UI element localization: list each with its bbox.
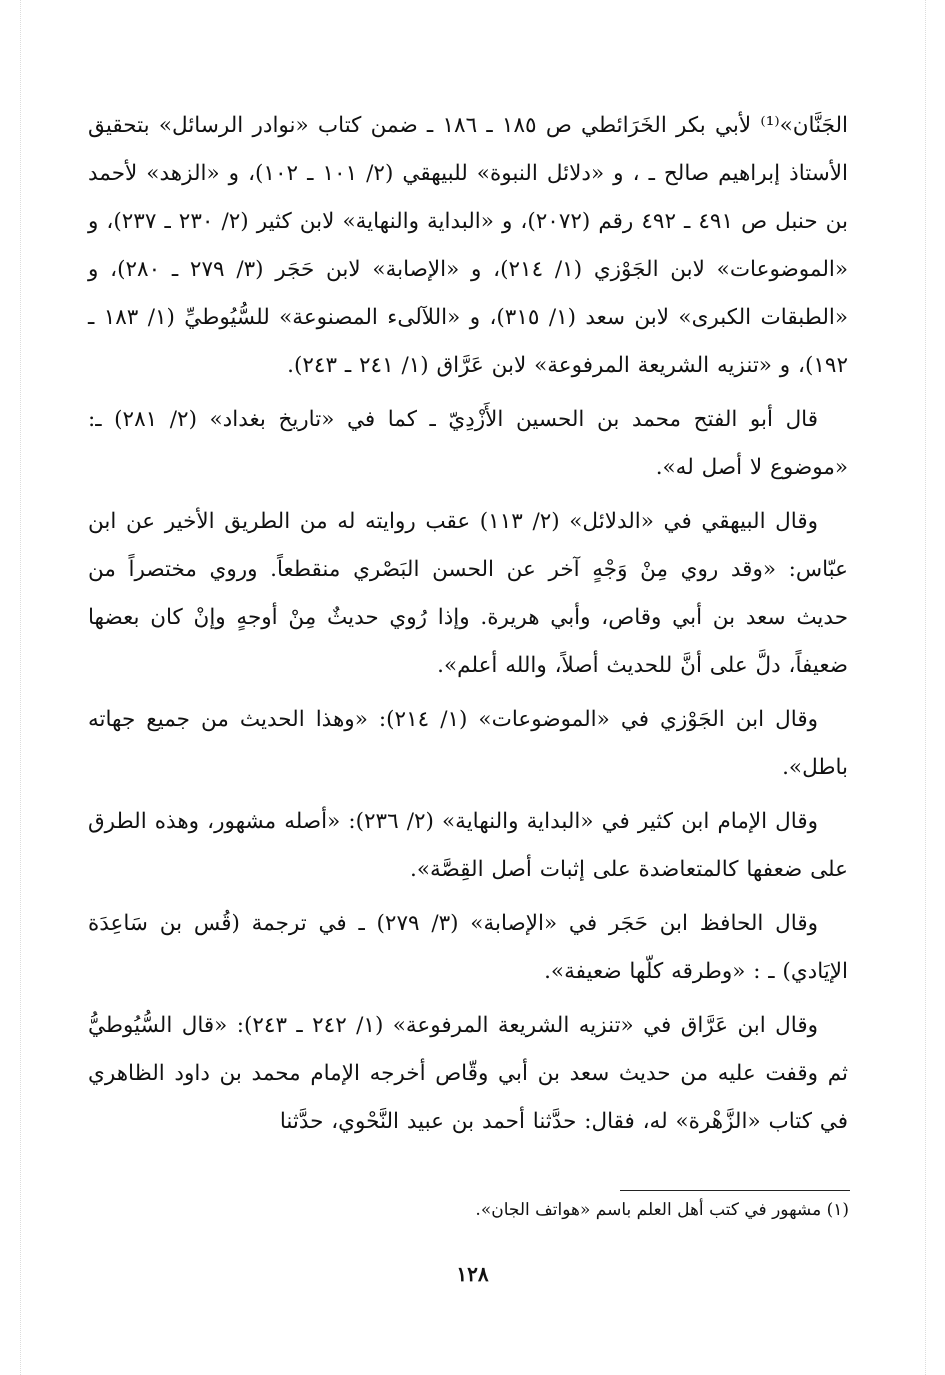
page-number: ١٢٨ bbox=[456, 1262, 489, 1286]
footnote: (١) مشهور في كتب أهل العلم باسم «هواتف الجان». bbox=[475, 1200, 849, 1220]
paragraph-1: الجَنَّان»⁽¹⁾ لأبي بكر الخَرَائطي ص ١٨٥ ـ ١٨٦ ـ ضمن كتاب «نوادر الرسائل» بتحقيق الأستاذ إبراهيم صالح ـ ، و «دلائل النبوة» للبيهقي (٢/ ١٠١ ـ ١٠٢)، و «الزهد» لأحمد بن حنبل ص ٤٩١ ـ ٤٩٢ رقم (٢٠٧٢)، و «البداية والنهاية» لابن كثير (٢/ ٢٣٠ ـ ٢٣٧)، و «الموضوعات» لابن الجَوْزي (١/ ٢١٤)، و «الإصابة» لابن حَجَر (٣/ ٢٧٩ ـ ٢٨٠)، و «الطبقات الكبرى» لابن سعد (١/ ٣١٥)، و «اللآلىء المصنوعة» للسُّيُوطيِّ (١/ ١٨٣ ـ ١٩٢)، و «تنزيه الشريعة المرفوعة» لابن عَرَّاق (١/ ٢٤١ ـ ٢٤٣). bbox=[88, 113, 849, 378]
paragraph-3: وقال البيهقي في «الدلائل» (٢/ ١١٣) عقب روايته له من الطريق الأخير عن ابن عبّاس: «وقد روي مِنْ وَجْهٍ آخر عن الحسن البَصْري منقطعاً. وروي مختصراً من حديث سعد بن أبي وقاص، وأبي هريرة. وإذا رُوي حديثٌ مِنْ أوجهٍ وإنْ كان بعضها ضعيفاً، دلَّ على أنَّ للحديث أصلاً، والله أعلم». bbox=[88, 509, 848, 678]
paragraph-6: وقال الحافظ ابن حَجَر في «الإصابة» (٣/ ٢٧٩) ـ في ترجمة (قُس بن سَاعِدَة الإيَادي) ـ : «وطرقه كلّها ضعيفة». bbox=[88, 911, 848, 984]
paragraph-7: وقال ابن عَرَّاق في «تنزيه الشريعة المرفوعة» (١/ ٢٤٢ ـ ٢٤٣): «قال السُّيُوطيُّ ثم وقفت عليه من حديث سعد بن أبي وقّاص أخرجه الإمام محمد بن داود الظاهري في كتاب «الزَّهْرة» له، فقال: حدَّثنا أحمد بن عبيد النَّحْوي، حدَّثنا bbox=[88, 1013, 848, 1134]
scan-guide-line bbox=[20, 0, 21, 1375]
main-text bbox=[88, 102, 848, 1152]
paragraph-2: قال أبو الفتح محمد بن الحسين الأَزْدِيّ ـ كما في «تاريخ بغداد» (٢/ ٢٨١) ـ: «موضوع لا أصل له». bbox=[88, 407, 848, 480]
footnote-divider bbox=[620, 1190, 850, 1191]
paragraph-5: وقال الإمام ابن كثير في «البداية والنهاية» (٢/ ٢٣٦): «أصله مشهور، وهذه الطرق على ضعفها كالمتعاضدة على إثبات أصل القِصَّة». bbox=[88, 809, 848, 882]
scan-guide-line bbox=[925, 0, 926, 1375]
paragraph-4: وقال ابن الجَوْزي في «الموضوعات» (١/ ٢١٤): «وهذا الحديث من جميع جهاته باطل». bbox=[88, 707, 848, 780]
